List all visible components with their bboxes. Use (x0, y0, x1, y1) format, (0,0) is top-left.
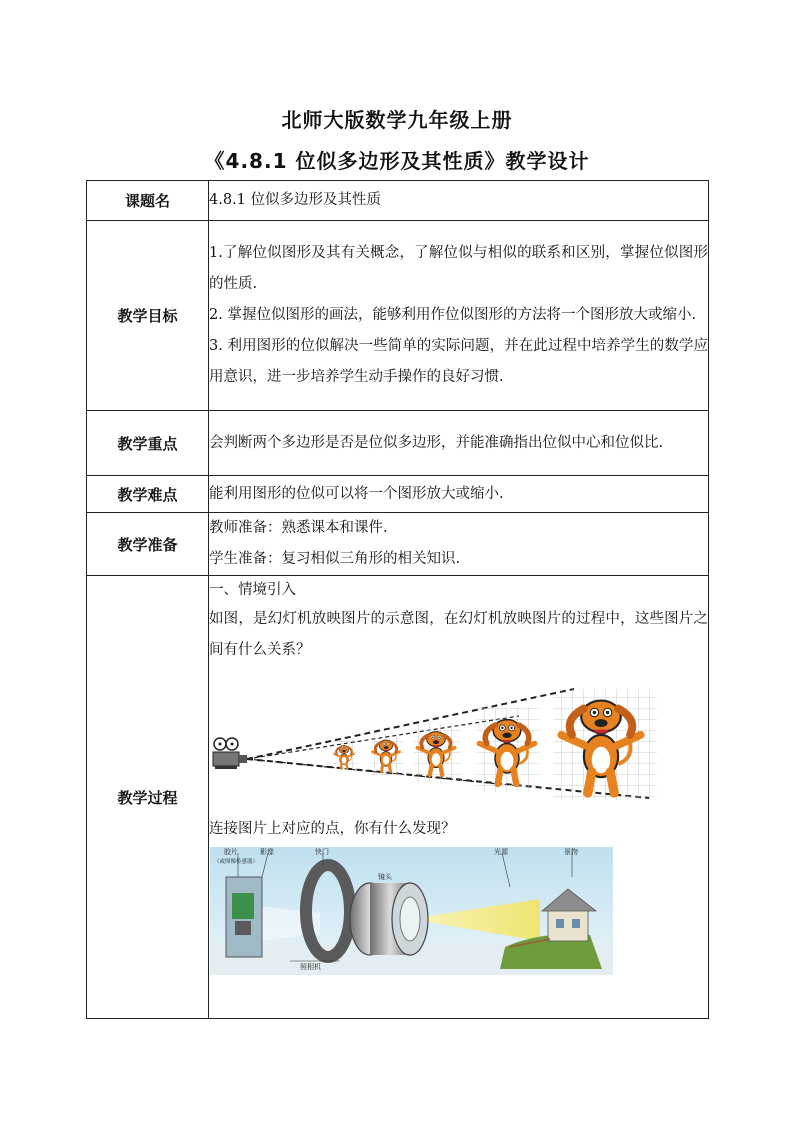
question-text: 连接图片上对应的点，你有什么发现？ (209, 821, 456, 837)
prep-item: 学生准备：复习相似三角形的相关知识. (209, 551, 461, 567)
projector-figure (209, 686, 708, 804)
label-scene: 景物 (564, 848, 578, 856)
key-text: 会判断两个多边形是否是位似多边形，并能准确指出位似中心和位似比. (209, 411, 709, 476)
lesson-plan-table (86, 180, 709, 1019)
label-film: 胶片 (224, 848, 238, 856)
label-camera: 照相机 (300, 963, 321, 971)
row-goals (87, 221, 709, 411)
label-shutter: 快门 (315, 848, 329, 856)
goal-item: 3. 利用图形的位似解决一些简单的实际问题，并在此过程中培养学生的数学应用意识，进一步培养学生动手操作的良好习惯. (209, 338, 708, 385)
label-film-note: （或图像传感器） (214, 859, 259, 865)
camera-diagram-svg (210, 847, 613, 975)
projector-icon (213, 738, 247, 769)
doc-subtitle: 《4.8.1 位似多边形及其性质》教学设计 (204, 149, 590, 173)
doc-title: 北师大版数学九年级上册 (281, 108, 513, 132)
goal-item: 1.了解位似图形及其有关概念，了解位似与相似的联系和区别，掌握位似图形的性质. (209, 245, 708, 292)
label-topic: 课题名 (87, 181, 209, 221)
intro-text: 如图，是幻灯机放映图片的示意图，在幻灯机放映图片的过程中，这些图片之间有什么关系？ (209, 611, 708, 658)
row-topic (87, 181, 709, 221)
label-key: 教学重点 (87, 411, 209, 476)
row-process (87, 576, 709, 1019)
label-light: 光源 (494, 848, 508, 856)
prep-item: 教师准备：熟悉课本和课件. (209, 520, 388, 536)
difficult-text: 能利用图形的位似可以将一个图形放大或缩小. (209, 476, 709, 513)
label-image: 影像 (260, 848, 274, 856)
goals-content (209, 221, 709, 411)
process-content (209, 576, 709, 1019)
row-key (87, 411, 709, 476)
row-prep (87, 513, 709, 576)
goal-item: 2. 掌握位似图形的画法，能够利用作位似图形的方法将一个图形放大或缩小. (209, 307, 697, 323)
label-lens: 镜头 (378, 873, 392, 881)
label-goals: 教学目标 (87, 221, 209, 411)
section-heading: 一、情境引入 (209, 582, 296, 598)
prep-content (209, 513, 709, 576)
projector-figure-svg (209, 686, 669, 804)
label-difficult: 教学难点 (87, 476, 209, 513)
label-process: 教学过程 (87, 576, 209, 1019)
label-prep: 教学准备 (87, 513, 209, 576)
row-difficult (87, 476, 709, 513)
topic-text: 4.8.1 位似多边形及其性质 (209, 181, 709, 221)
camera-diagram (210, 847, 613, 975)
